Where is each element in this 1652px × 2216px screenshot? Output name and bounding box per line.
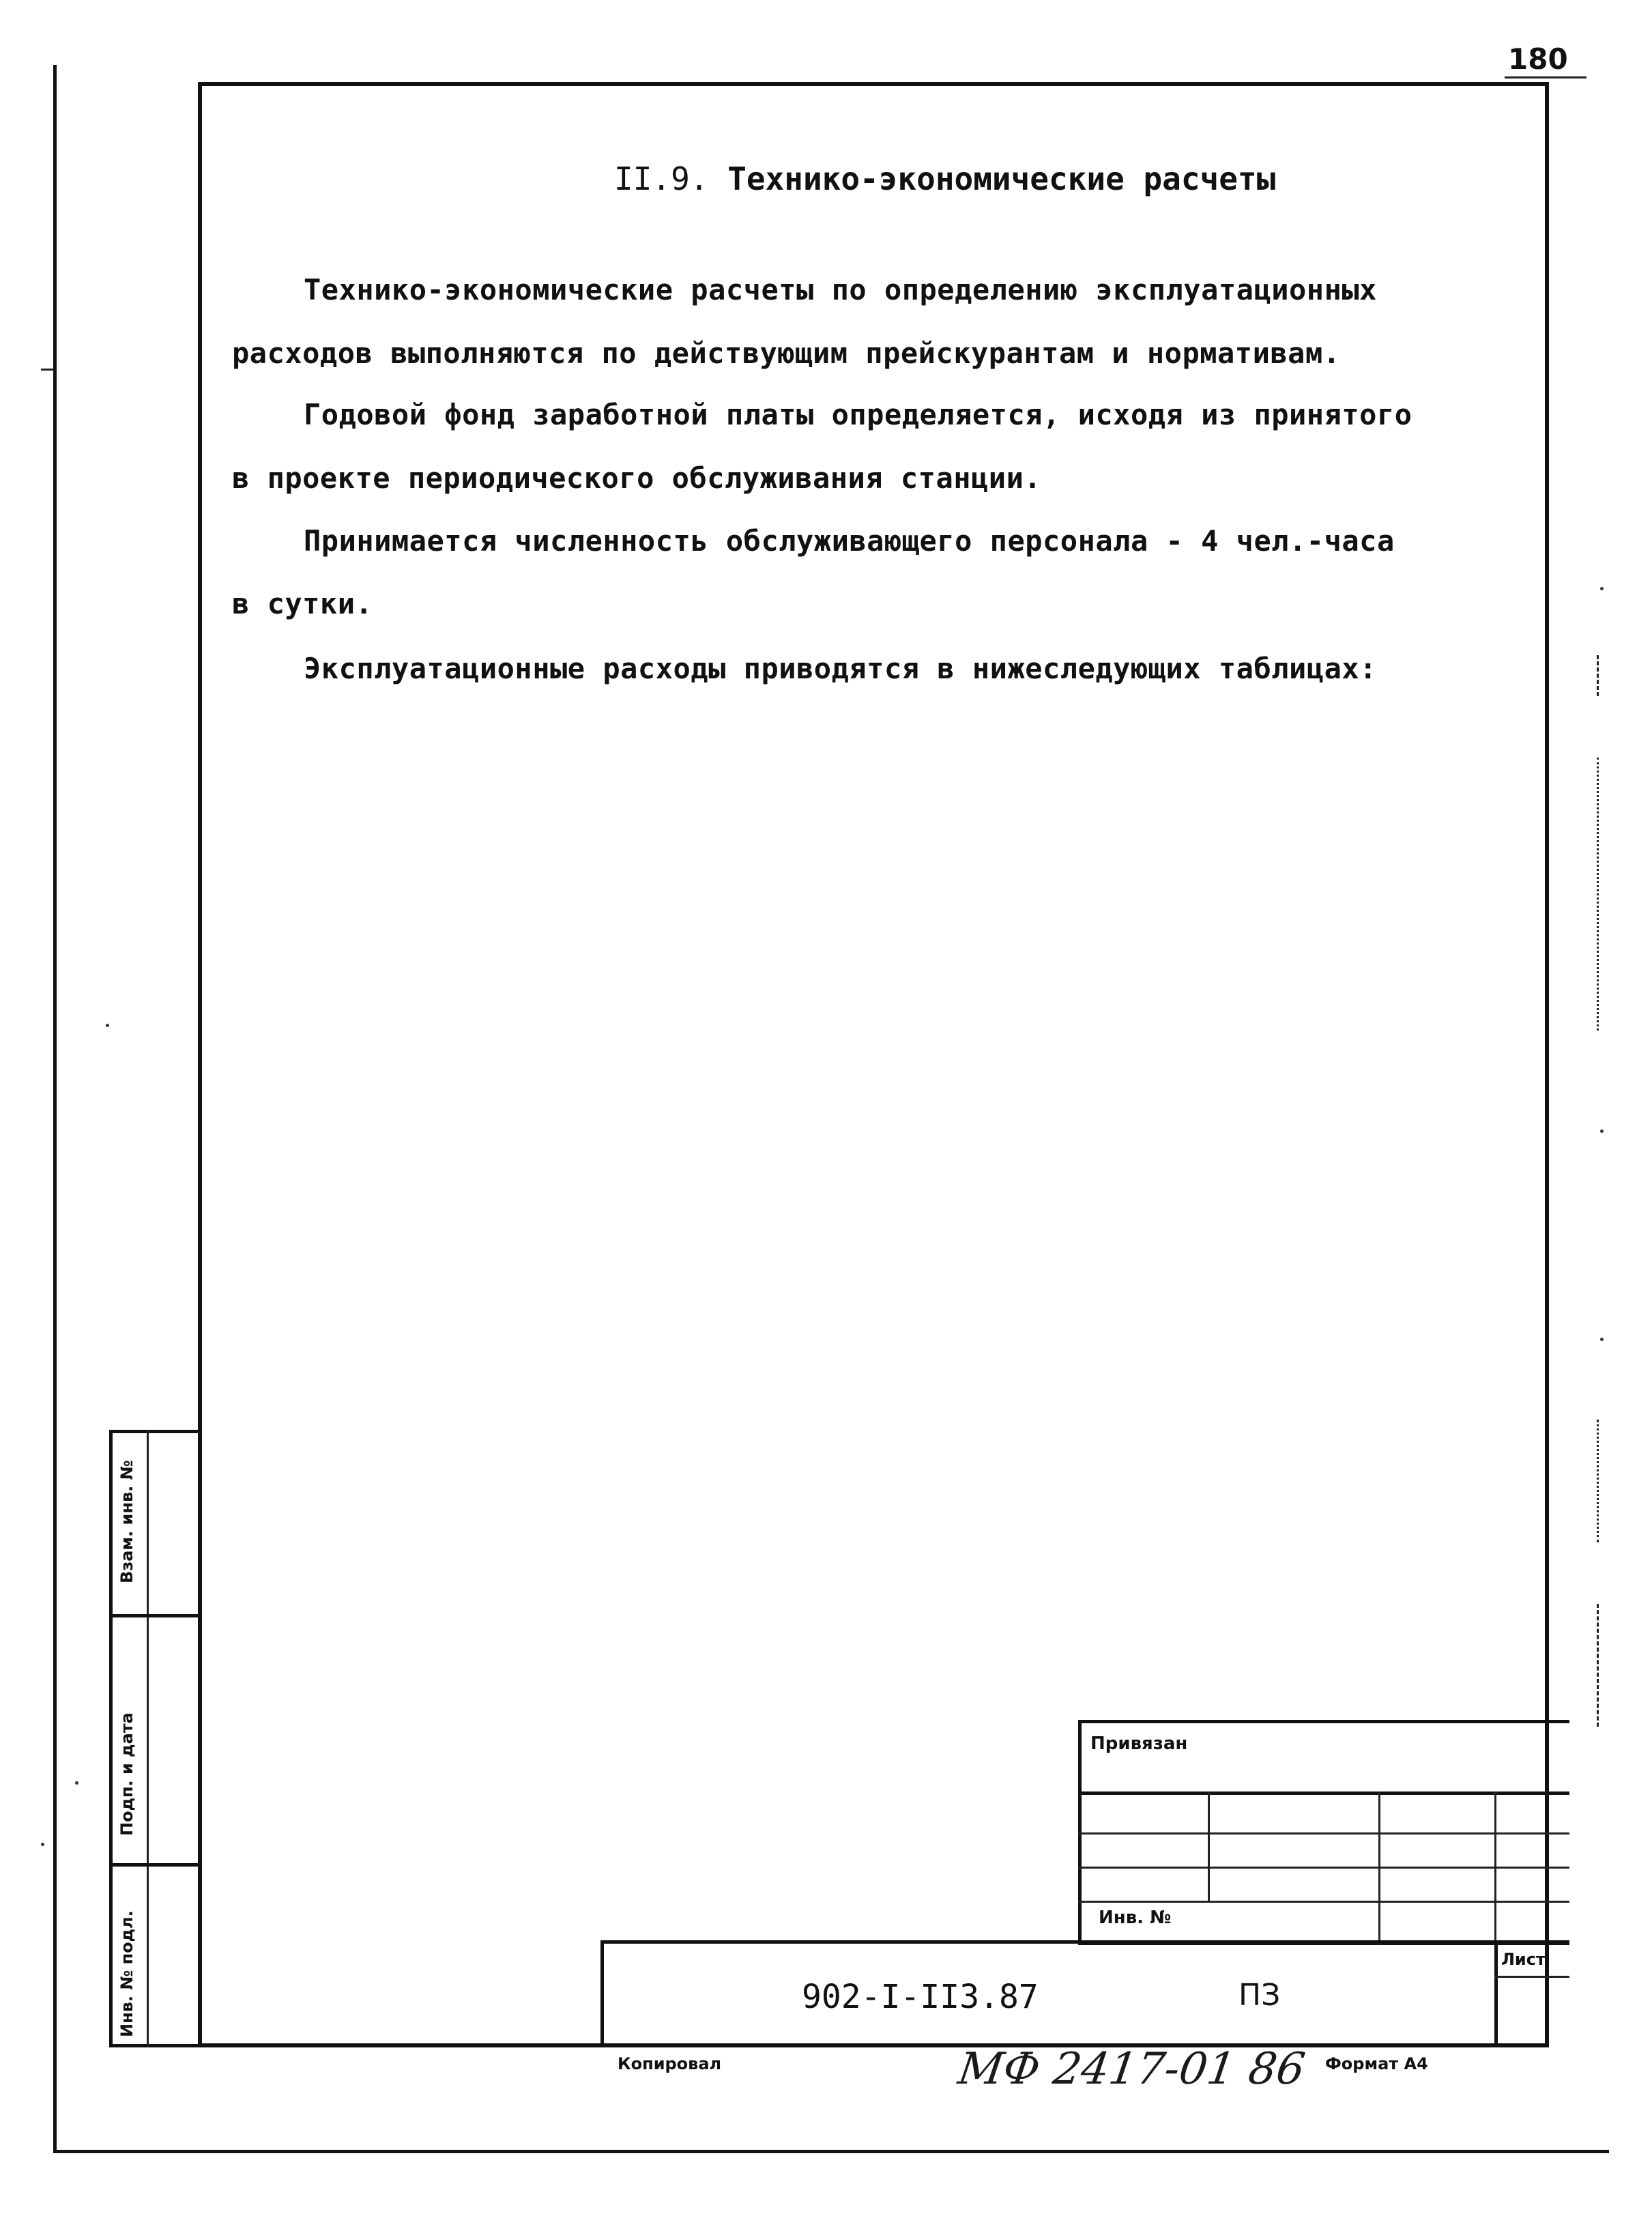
sheet-label: Лист [1501, 1950, 1546, 1969]
side-stamp-row-2 [109, 1863, 198, 1867]
section-heading [614, 160, 1275, 197]
scan-artifact [1597, 655, 1599, 696]
scan-artifact [1597, 758, 1599, 1031]
copied-label: Копировал [618, 2054, 722, 2073]
scan-artifact [1597, 1420, 1599, 1542]
side-field-inv-podl: Инв. № подл. [117, 1910, 136, 2037]
sheet-bottom-edge [53, 2150, 1609, 2153]
paragraph-4-line-1: Эксплуатационные расходы приводятся в нижеследующих таблицах: [304, 652, 1377, 685]
title-block-code [600, 1940, 1569, 2047]
title-block-col-b [1378, 1791, 1380, 1945]
paragraph-3-line-2: в сутки. [232, 587, 373, 620]
document-type: ПЗ [1238, 1978, 1281, 2013]
scan-artifact [1600, 1129, 1604, 1133]
scan-artifact [1597, 1604, 1599, 1727]
paragraph-2-line-2: в проекте периодического обслуживания станции. [232, 461, 1042, 495]
handwritten-number: МФ 2417-01 86 [955, 2044, 1308, 2095]
section-title: Технико-экономические расчеты [727, 160, 1276, 197]
paragraph-1-line-1: Технико-экономические расчеты по определению эксплуатационных [304, 273, 1377, 306]
privyazan-label: Привязан [1090, 1733, 1188, 1754]
sheet-cell-row [1494, 1976, 1569, 1978]
scan-artifact [41, 369, 53, 371]
scan-artifact [41, 1843, 44, 1846]
sheet-cell-divider [1494, 1940, 1498, 2047]
scan-artifact [75, 1781, 78, 1785]
paragraph-3-line-1: Принимается численность обслуживающего персонала - 4 чел.-часа [304, 524, 1395, 558]
title-block-col-c [1494, 1791, 1496, 1945]
side-stamp-row-1 [109, 1614, 198, 1617]
format-label: Формат А4 [1325, 2054, 1428, 2073]
scan-artifact [1600, 1338, 1604, 1341]
scan-artifact [106, 1024, 109, 1027]
inv-no-label: Инв. № [1099, 1908, 1172, 1928]
side-stamp-divider [147, 1430, 149, 2047]
side-field-vzam-inv: Взам. инв. № [117, 1460, 136, 1583]
document-code: 902-I-II3.87 [802, 1978, 1039, 2016]
paragraph-1-line-2: расходов выполняются по действующим прейскурантам и нормативам. [232, 336, 1341, 370]
title-block-col-a [1208, 1791, 1210, 1901]
top-right-mark [1505, 76, 1586, 78]
section-number: II.9. [614, 160, 709, 197]
scan-artifact [1600, 587, 1604, 590]
paragraph-2-line-1: Годовой фонд заработной платы определяется, исходя из принятого [304, 398, 1412, 431]
side-field-podp-data: Подп. и дата [117, 1712, 136, 1836]
sheet-left-edge [53, 65, 57, 2153]
page-number: 180 [1508, 42, 1568, 75]
